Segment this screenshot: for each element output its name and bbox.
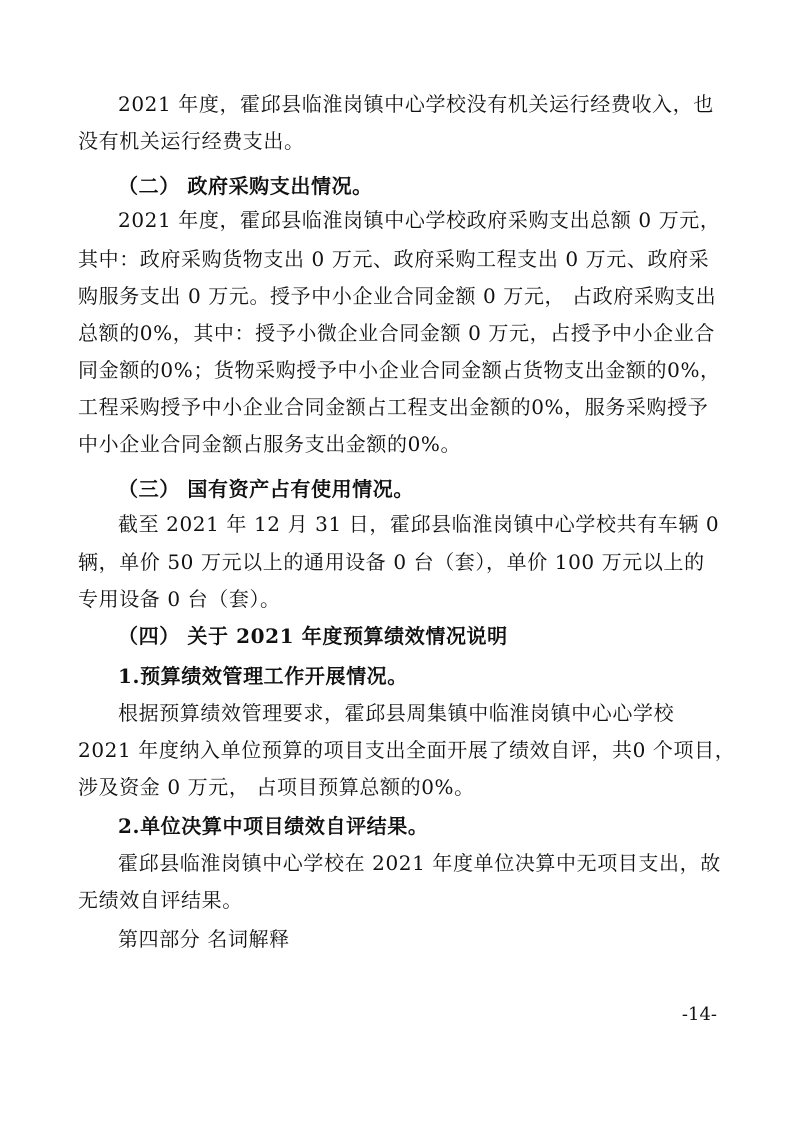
- paragraph-line: 2021 年度纳入单位预算的项目支出全面开展了绩效自评，共0 个项目，: [78, 738, 736, 762]
- paragraph-line: 其中：政府采购货物支出 0 万元、政府采购工程支出 0 万元、政府采: [78, 247, 710, 271]
- page-number: -14-: [681, 1004, 717, 1025]
- part-heading: 第四部分 名词解释: [118, 927, 290, 951]
- subheading-2: 2.单位决算中项目绩效自评结果。: [118, 814, 429, 838]
- paragraph-line: 专用设备 0 台（套）。: [78, 587, 281, 611]
- paragraph-line: 同金额的0%；货物采购授予中小企业合同金额占货物支出金额的0%，: [78, 358, 721, 382]
- section-heading-3: （三） 国有资产占有使用情况。: [118, 477, 414, 501]
- paragraph-line: 截至 2021 年 12 月 31 日，霍邱县临淮岗镇中心学校共有车辆 0: [118, 512, 720, 536]
- paragraph-line: 辆，单价 50 万元以上的通用设备 0 台（套），单价 100 万元以上的: [78, 550, 705, 574]
- paragraph-line: 根据预算绩效管理要求，霍邱县周集镇中临淮岗镇中心心学校: [118, 701, 675, 725]
- subheading-1: 1.预算绩效管理工作开展情况。: [118, 664, 408, 688]
- paragraph-line: 涉及资金 0 万元， 占项目预算总额的0%。: [78, 775, 475, 799]
- section-heading-4: （四） 关于 2021 年度预算绩效情况说明: [118, 624, 508, 648]
- paragraph-line: 无绩效自评结果。: [78, 888, 243, 912]
- paragraph-line: 2021 年度，霍邱县临淮岗镇中心学校政府采购支出总额 0 万元，: [118, 208, 721, 232]
- paragraph-line: 中小企业合同金额占服务支出金额的0%。: [78, 432, 462, 456]
- paragraph-line: 2021 年度，霍邱县临淮岗镇中心学校没有机关运行经费收入，也: [118, 92, 714, 116]
- paragraph-line: 霍邱县临淮岗镇中心学校在 2021 年度单位决算中无项目支出，故: [118, 851, 721, 875]
- paragraph-line: 工程采购授予中小企业合同金额占工程支出金额的0%，服务采购授予: [78, 395, 709, 419]
- paragraph-line: 总额的0%，其中：授予小微企业合同金额 0 万元，占授予中小企业合: [78, 321, 715, 345]
- section-heading-2: （二） 政府采购支出情况。: [118, 174, 373, 198]
- paragraph-line: 购服务支出 0 万元。授予中小企业合同金额 0 万元， 占政府采购支出: [78, 284, 717, 308]
- paragraph-line: 没有机关运行经费支出。: [78, 129, 305, 153]
